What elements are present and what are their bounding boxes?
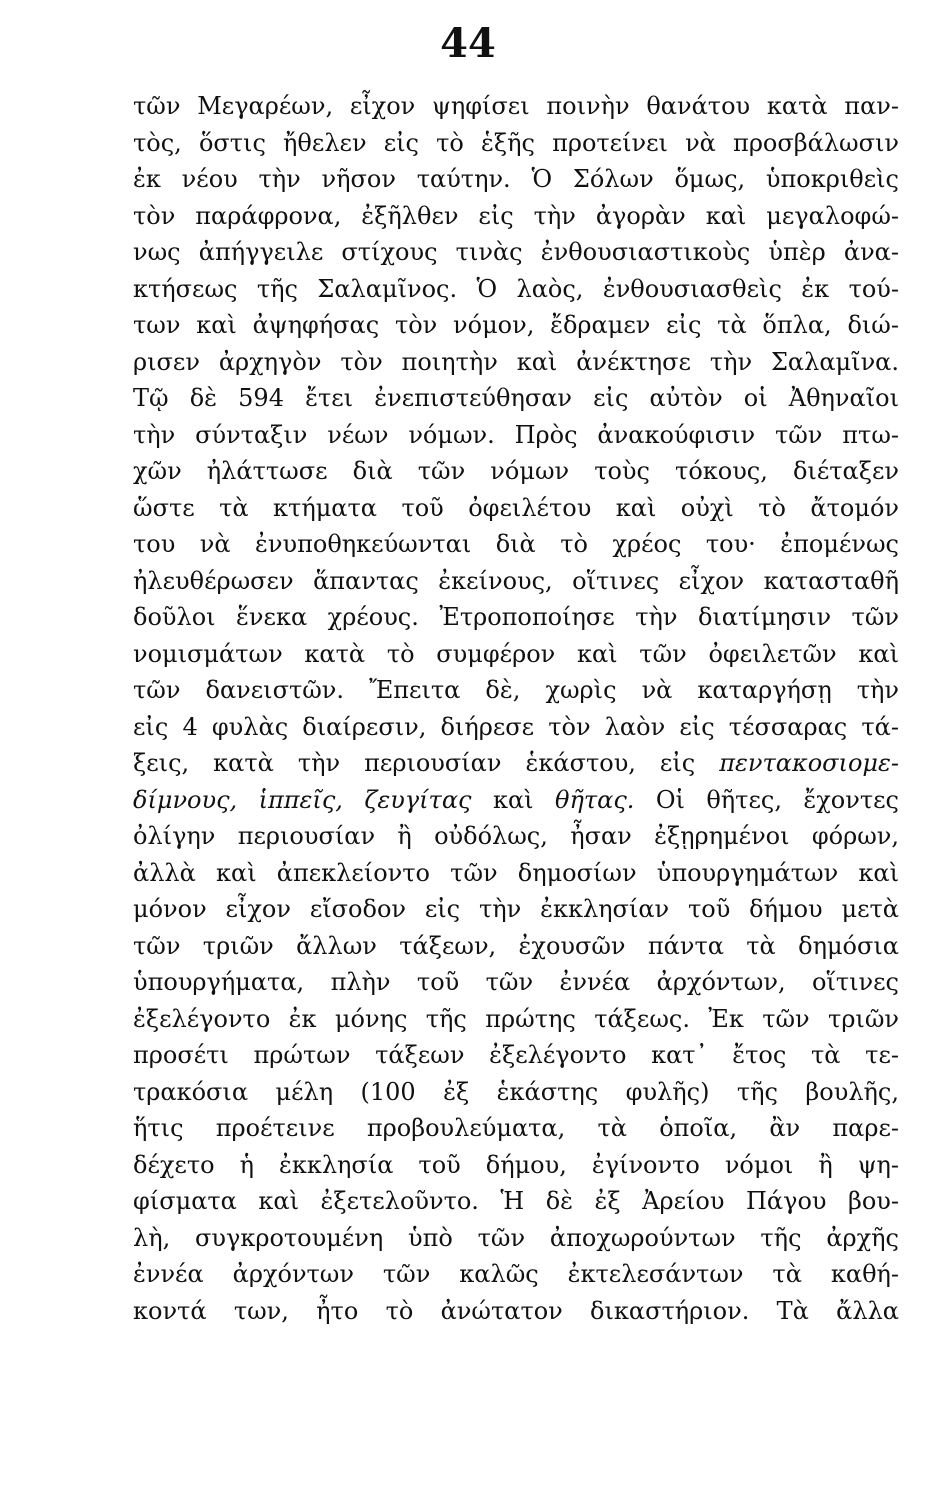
text-line: ρισεν ἀρχηγὸν τὸν ποιητὴν καὶ ἀνέκτησε τὴν Σαλαμῖνα. bbox=[133, 347, 899, 376]
text-line: νως ἀπήγγειλε στίχους τινὰς ἐνθουσιαστικοὺς ὑπὲρ ἀνα- bbox=[133, 238, 899, 266]
text-line: του νὰ ἐνυποθηκεύωνται διὰ τὸ χρέος του· ἐπομένως bbox=[133, 530, 899, 558]
text-line: φίσματα καὶ ἐξετελοῦντο. Ἡ δὲ ἐξ Ἀρείου Πάγου βου- bbox=[133, 1187, 899, 1215]
text-line: ὥστε τὰ κτήματα τοῦ ὀφειλέτου καὶ οὐχὶ τὸ ἄτομόν bbox=[133, 493, 899, 522]
text-line: τρακόσια μέλη (100 ἐξ ἑκάστης φυλῆς) τῆς βουλῆς, bbox=[133, 1077, 899, 1106]
text-line: ἐννέα ἀρχόντων τῶν καλῶς ἐκτελεσάντων τὰ καθή- bbox=[133, 1260, 899, 1288]
text-line: δοῦλοι ἕνεκα χρέους. Ἐτροποποίησε τὴν διατίμησιν τῶν bbox=[133, 603, 899, 631]
text-line: νομισμάτων κατὰ τὸ συμφέρον καὶ τῶν ὀφειλετῶν καὶ bbox=[133, 639, 899, 668]
text-line: μόνον εἶχον εἴσοδον εἰς τὴν ἐκκλησίαν τοῦ δήμου μετὰ bbox=[133, 895, 899, 923]
text-line-plain: Οἱ θῆτες, ἔχοντες bbox=[655, 785, 899, 814]
text-line: τῶν τριῶν ἄλλων τάξεων, ἐχουσῶν πάντα τὰ δημόσια bbox=[133, 931, 899, 960]
text-line-mixed bbox=[133, 745, 899, 782]
italic-term: πεντακοσιομε- bbox=[719, 749, 899, 777]
text-line: κοντά των, ἦτο τὸ ἀνώτατον δικαστήριον. Τὰ ἄλλα bbox=[133, 1296, 899, 1325]
text-line: τὸν παράφρονα, ἐξῆλθεν εἰς τὴν ἀγορὰν καὶ μεγαλοφώ- bbox=[133, 201, 899, 230]
text-line: κτήσεως τῆς Σαλαμῖνος. Ὁ λαὸς, ἐνθουσιασθεὶς ἐκ τού- bbox=[133, 274, 899, 303]
text-line: χῶν ἠλάττωσε διὰ τῶν νόμων τοὺς τόκους, διέταξεν bbox=[133, 457, 899, 485]
text-line: ὑπουργήματα, πλὴν τοῦ τῶν ἐννέα ἀρχόντων, οἵτινες bbox=[133, 968, 899, 996]
text-line-plain: ξεις, κατὰ τὴν περιουσίαν ἑκάστου, εἰς bbox=[133, 749, 696, 777]
text-line: εἰς 4 φυλὰς διαίρεσιν, διήρεσε τὸν λαὸν εἰς τέσσαρας τά- bbox=[133, 712, 899, 741]
text-line: λὴ, συγκροτουμένη ὑπὸ τῶν ἀποχωρούντων τῆς ἀρχῆς bbox=[133, 1223, 899, 1252]
page-number: 44 bbox=[440, 20, 496, 67]
text-line: τῶν Μεγαρέων, εἶχον ψηφίσει ποινὴν θανάτου κατὰ παν- bbox=[133, 92, 899, 120]
text-line: ἐξελέγοντο ἐκ μόνης τῆς πρώτης τάξεως. Ἐκ τῶν τριῶν bbox=[133, 1004, 899, 1033]
text-line: τὴν σύνταξιν νέων νόμων. Πρὸς ἀνακούφισιν τῶν πτω- bbox=[133, 420, 899, 449]
text-line: δέχετο ἡ ἐκκλησία τοῦ δήμου, ἐγίνοντο νόμοι ἢ ψη- bbox=[133, 1150, 899, 1179]
text-line: τὸς, ὅστις ἤθελεν εἰς τὸ ἑξῆς προτείνει νὰ προσβάλωσιν bbox=[133, 128, 899, 157]
text-line: ἀλλὰ καὶ ἀπεκλείοντο τῶν δημοσίων ὑπουργημάτων καὶ bbox=[133, 858, 899, 887]
text-line: τῶν δανειστῶν. Ἔπειτα δὲ, χωρὶς νὰ καταργήσῃ τὴν bbox=[133, 676, 899, 704]
text-line-plain: καὶ bbox=[492, 785, 534, 814]
body-text bbox=[133, 88, 899, 1329]
text-line: προσέτι πρώτων τάξεων ἐξελέγοντο κατ᾽ ἔτος τὰ τε- bbox=[133, 1041, 899, 1069]
text-line: ὀλίγην περιουσίαν ἢ οὐδόλως, ἦσαν ἐξῃρημένοι φόρων, bbox=[133, 822, 899, 850]
text-line: ἥτις προέτεινε προβουλεύματα, τὰ ὁποῖα, ἂν παρε- bbox=[133, 1114, 899, 1142]
text-line: Τῷ δὲ 594 ἔτει ἐνεπιστεύθησαν εἰς αὐτὸν οἱ Ἀθηναῖοι bbox=[133, 384, 899, 412]
text-line-mixed bbox=[133, 782, 899, 819]
text-line: ἐκ νέου τὴν νῆσον ταύτην. Ὁ Σόλων ὅμως, ὑποκριθεὶς bbox=[133, 165, 899, 193]
italic-term: δίμνους, ἱππεῖς, ζευγίτας bbox=[133, 785, 472, 814]
text-line: ἠλευθέρωσεν ἅπαντας ἐκείνους, οἵτινες εἶχον κατασταθῆ bbox=[133, 566, 899, 595]
text-line: των καὶ ἀψηφήσας τὸν νόμον, ἔδραμεν εἰς τὰ ὅπλα, διώ- bbox=[133, 311, 899, 339]
italic-term: θῆτας. bbox=[555, 785, 635, 814]
